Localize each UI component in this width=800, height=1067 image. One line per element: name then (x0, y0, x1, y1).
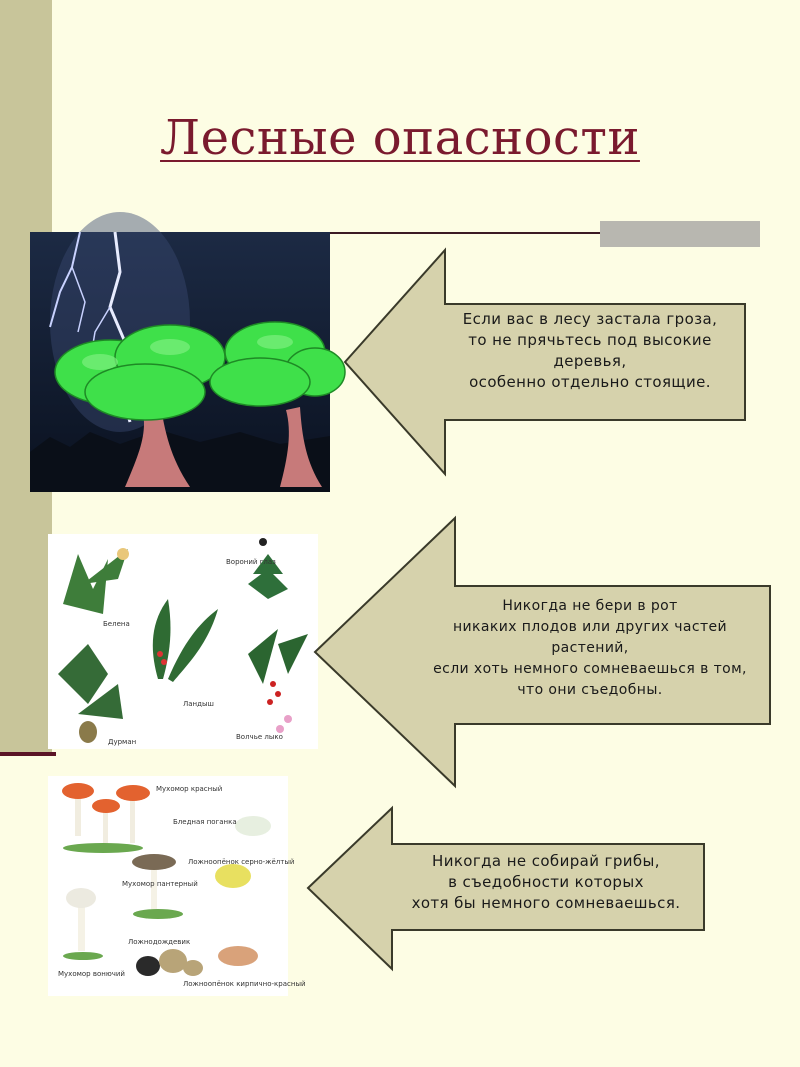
advice-line: никаких плодов или других частей (452, 619, 728, 635)
mushrooms-advice-arrow (308, 806, 706, 971)
poisonous-plants-image (48, 534, 318, 749)
thunderstorm-image (30, 232, 330, 492)
plant-label-belena: Белена (103, 620, 130, 628)
mushroom-label-4: Ложноопёнок серно-жёлтый (188, 858, 295, 866)
advice-line: особенно отдельно стоящие. (469, 373, 711, 391)
advice-line: то не прячьтесь под высокие (468, 331, 712, 349)
plant-label-vороний-glaz: Вороний глаз (226, 558, 276, 566)
mushroom-label-5: Ложнодождевик (128, 938, 191, 946)
advice-line: Никогда не собирай грибы, (432, 852, 660, 870)
advice-line: хотя бы немного сомневаешься. (411, 894, 681, 912)
advice-line: что они съедобны. (517, 682, 663, 698)
advice-line: растений, (551, 640, 629, 656)
advice-line: если хоть немного сомневаешься в том, (433, 661, 747, 677)
mushroom-label-3: Мухомор пантерный (122, 880, 198, 888)
plants-advice-arrow (315, 516, 772, 788)
mushroom-label-7: Ложноопёнок кирпично-красный (183, 980, 306, 988)
mushroom-label-2: Бледная поганка (173, 818, 237, 826)
mushroom-label-1: Мухомор красный (156, 785, 223, 793)
plant-label-landysh: Ландыш (183, 700, 214, 708)
advice-line: в съедобности которых (448, 873, 644, 891)
left-stripe-underline (0, 752, 56, 756)
advice-line: Никогда не бери в рот (502, 598, 678, 614)
advice-line: Если вас в лесу застала гроза, (462, 310, 718, 328)
mushrooms-advice-text (388, 851, 704, 914)
plant-label-durman: Дурман (108, 738, 137, 746)
thunderstorm-advice-text (440, 309, 740, 393)
poisonous-mushrooms-image (48, 776, 306, 996)
decorative-gray-bar (600, 221, 760, 247)
advice-line: деревья, (553, 352, 627, 370)
plants-advice-text (415, 596, 765, 701)
page-title: Лесные опасности (160, 110, 640, 166)
plant-label-volchye-lyko: Волчье лыко (236, 733, 283, 741)
thunderstorm-advice-arrow (345, 248, 747, 476)
mushroom-label-6: Мухомор вонючий (58, 970, 125, 978)
